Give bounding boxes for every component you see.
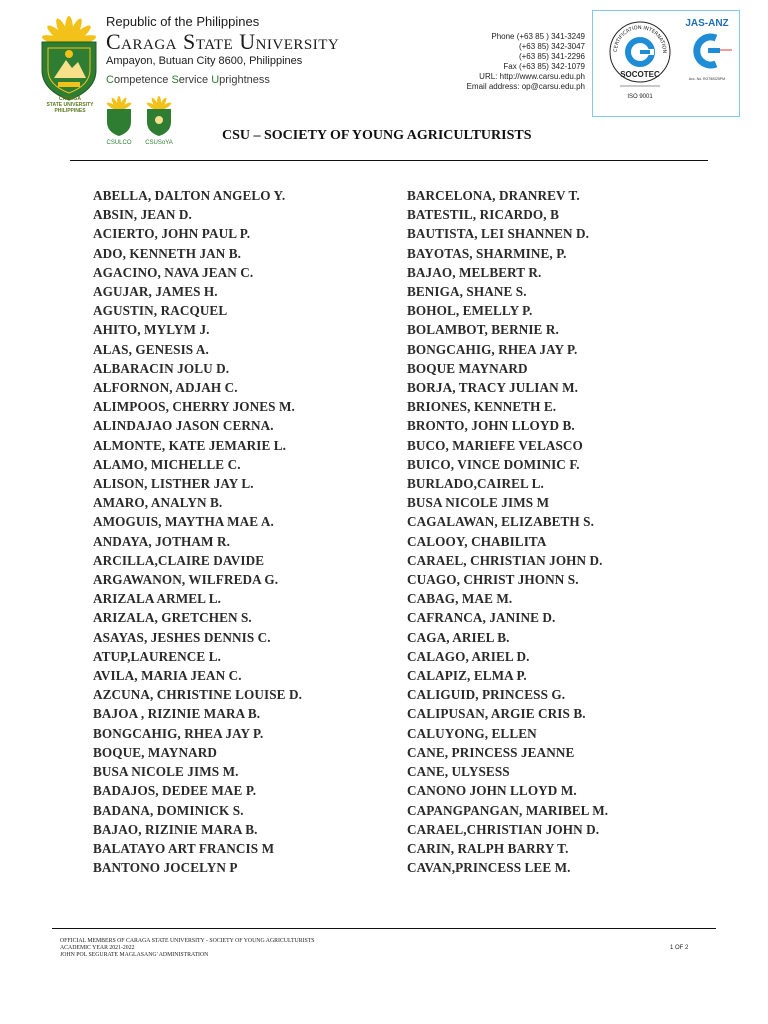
- footer-line: JOHN POL SEGURATE MAGLASANG' ADMINISTRATION: [60, 952, 209, 958]
- member-name: BOHOL, EMELLY P.: [407, 303, 533, 319]
- member-name: CAGALAWAN, ELIZABETH S.: [407, 514, 594, 530]
- member-name: ASAYAS, JESHES DENNIS C.: [93, 629, 271, 645]
- csulco-logo-icon: [102, 94, 136, 146]
- member-name: BAUTISTA, LEI SHANNEN D.: [407, 226, 590, 242]
- member-name: CAGA, ARIEL B.: [407, 629, 510, 645]
- member-name: CAPANGPANGAN, MARIBEL M.: [407, 802, 609, 818]
- iso-label: ISO 9001: [627, 94, 653, 100]
- svg-text:CERTIFICATION INTERNATIONAL: [605, 14, 667, 54]
- jas-anz-name: JAS-ANZ: [685, 18, 729, 29]
- member-name: BORJA, TRACY JULIAN M.: [407, 380, 579, 396]
- contact-line: Phone (+63 85 ) 341-3249: [491, 32, 585, 41]
- motto-initial: S: [171, 74, 179, 86]
- header-divider: [70, 160, 708, 161]
- member-name: ARIZALA, GRETCHEN S.: [93, 610, 252, 626]
- member-name: BAJAO, MELBERT R.: [407, 264, 542, 280]
- member-name: BAJOA , RIZINIE MARA B.: [93, 706, 261, 722]
- member-name: BAYOTAS, SHARMINE, P.: [407, 245, 567, 261]
- csulco-label: CSULCO: [106, 140, 132, 146]
- member-name: CAVAN,PRINCESS LEE M.: [407, 860, 571, 876]
- member-name: BRONTO, JOHN LLOYD B.: [407, 418, 575, 434]
- member-name: ALBARACIN JOLU D.: [93, 360, 230, 376]
- university-name: Caraga State University: [106, 29, 340, 54]
- motto-word: prightness: [219, 74, 270, 86]
- member-name: AMARO, ANALYN B.: [93, 495, 223, 511]
- member-name: ALAS, GENESIS A.: [93, 341, 209, 357]
- contact-line: Fax (+63 85) 342-1079: [503, 62, 585, 71]
- organization-title: CSU – SOCIETY OF YOUNG AGRICULTURISTS: [222, 128, 532, 143]
- member-name: CUAGO, CHRIST JHONN S.: [407, 572, 579, 588]
- member-name: BANTONO JOCELYN P: [93, 860, 238, 876]
- seal-caption-line: PHILIPPINES: [54, 108, 86, 114]
- csusoya-logo-icon: [142, 94, 176, 146]
- socotec-logo-icon: [605, 14, 675, 104]
- contact-block: [430, 32, 585, 92]
- member-name: CALAPIZ, ELMA P.: [407, 668, 527, 684]
- contact-line: (+63 85) 342-3047: [518, 42, 585, 51]
- member-name: BURLADO,CAIREL L.: [407, 476, 544, 492]
- member-name: BAJAO, RIZINIE MARA B.: [93, 821, 258, 837]
- member-list-column-1: [93, 186, 302, 877]
- member-name: CANE, ULYSESS: [407, 764, 510, 780]
- member-name: ABELLA, DALTON ANGELO Y.: [93, 188, 286, 203]
- jas-anz-logo-icon: [680, 14, 734, 84]
- member-name: ARCILLA,CLAIRE DAVIDE: [93, 552, 265, 568]
- member-name: CAFRANCA, JANINE D.: [407, 610, 556, 626]
- member-name: AGUSTIN, RACQUEL: [93, 303, 228, 319]
- member-name: ALIMPOOS, CHERRY JONES M.: [93, 399, 295, 415]
- university-address: Ampayon, Butuan City 8600, Philippines: [106, 55, 303, 67]
- member-name: CARAEL,CHRISTIAN JOHN D.: [407, 821, 600, 837]
- member-name: ANDAYA, JOTHAM R.: [93, 533, 231, 549]
- member-name: AVILA, MARIA JEAN C.: [93, 668, 242, 684]
- member-name: BARCELONA, DRANREV T.: [407, 188, 580, 203]
- member-name: AZCUNA, CHRISTINE LOUISE D.: [93, 687, 302, 703]
- member-name: BENIGA, SHANE S.: [407, 284, 527, 300]
- footer-divider: [52, 928, 716, 929]
- member-name: BUSA NICOLE JIMS M.: [93, 764, 239, 780]
- member-name: ABSIN, JEAN D.: [93, 207, 192, 223]
- member-name: CALUYONG, ELLEN: [407, 725, 537, 741]
- seal-caption-line: STATE UNIVERSITY: [46, 102, 94, 108]
- member-name: BONGCAHIG, RHEA JAY P.: [407, 341, 578, 357]
- member-name: BADAJOS, DEDEE MAE P.: [93, 783, 257, 799]
- footer-line: ACADEMIC YEAR 2021-2022: [60, 945, 135, 951]
- footer-line: OFFICIAL MEMBERS OF CARAGA STATE UNIVERSITY - SOCIETY OF YOUNG AGRICULTURISTS: [60, 938, 315, 944]
- member-name: CABAG, MAE M.: [407, 591, 513, 607]
- member-list-column-2: [407, 186, 608, 877]
- member-name: BATESTIL, RICARDO, B: [407, 207, 559, 223]
- letterhead: [0, 0, 768, 165]
- university-block: [106, 14, 426, 89]
- member-name: ACIERTO, JOHN PAUL P.: [93, 226, 251, 242]
- member-name: CALIGUID, PRINCESS G.: [407, 687, 566, 703]
- member-name: AGACINO, NAVA JEAN C.: [93, 264, 254, 280]
- contact-line: URL: http://www.carsu.edu.ph: [479, 72, 585, 81]
- university-motto: [106, 71, 426, 89]
- member-name: ATUP,LAURENCE L.: [93, 648, 221, 664]
- seal-caption: [40, 96, 100, 114]
- member-name: CARIN, RALPH BARRY T.: [407, 840, 569, 856]
- member-name: ARGAWANON, WILFREDA G.: [93, 572, 279, 588]
- seal-caption-line: CARAGA: [59, 96, 81, 102]
- footer-text: [60, 938, 315, 959]
- member-name: CANE, PRINCESS JEANNE: [407, 744, 575, 760]
- contact-line: Email address: op@carsu.edu.ph: [466, 82, 585, 91]
- csusoya-label: CSUSoYA: [145, 140, 173, 146]
- member-name: CALOOY, CHABILITA: [407, 533, 547, 549]
- member-name: CANONO JOHN LLOYD M.: [407, 783, 577, 799]
- motto-word: ervice: [178, 74, 212, 86]
- socotec-arc-text: CERTIFICATION INTERNATION: [612, 24, 668, 54]
- member-name: CARAEL, CHRISTIAN JOHN D.: [407, 552, 603, 568]
- member-name: BOQUE MAYNARD: [407, 360, 528, 376]
- member-name: ADO, KENNETH JAN B.: [93, 245, 242, 261]
- member-name: BUSA NICOLE JIMS M: [407, 495, 550, 511]
- member-name: BALATAYO ART FRANCIS M: [93, 840, 275, 856]
- member-name: ALISON, LISTHER JAY L.: [93, 476, 254, 492]
- member-name: ALAMO, MICHELLE C.: [93, 456, 241, 472]
- motto-initial: U: [211, 74, 220, 86]
- motto-initial: C: [106, 74, 114, 86]
- member-name: AGUJAR, JAMES H.: [93, 284, 218, 300]
- member-name: CALAGO, ARIEL D.: [407, 648, 530, 664]
- page-number: 1 OF 2: [670, 945, 689, 951]
- contact-line: (+63 85) 341-2296: [518, 52, 585, 61]
- member-name: ALFORNON, ADJAH C.: [93, 380, 238, 396]
- jas-acc-number: Acc. No. RG750025PM: [688, 77, 726, 81]
- member-name: BUCO, MARIEFE VELASCO: [407, 437, 583, 453]
- member-name: ALINDAJAO JASON CERNA.: [93, 418, 274, 434]
- member-name: BOLAMBOT, BERNIE R.: [407, 322, 559, 338]
- member-name: BADANA, DOMINICK S.: [93, 802, 244, 818]
- socotec-name: SOCOTEC: [620, 70, 660, 79]
- member-name: BONGCAHIG, RHEA JAY P.: [93, 725, 264, 741]
- member-name: BRIONES, KENNETH E.: [407, 399, 557, 415]
- motto-word: ompetence: [113, 74, 172, 86]
- member-name: CALIPUSAN, ARGIE CRIS B.: [407, 706, 586, 722]
- member-name: BOQUE, MAYNARD: [93, 744, 218, 760]
- member-name: AHITO, MYLYM J.: [93, 322, 210, 338]
- republic-line: Republic of the Philippines: [106, 14, 260, 29]
- member-name: BUICO, VINCE DOMINIC F.: [407, 456, 580, 472]
- member-name: AMOGUIS, MAYTHA MAE A.: [93, 514, 274, 530]
- member-name: ALMONTE, KATE JEMARIE L.: [93, 437, 287, 453]
- member-name: ARIZALA ARMEL L.: [93, 591, 222, 607]
